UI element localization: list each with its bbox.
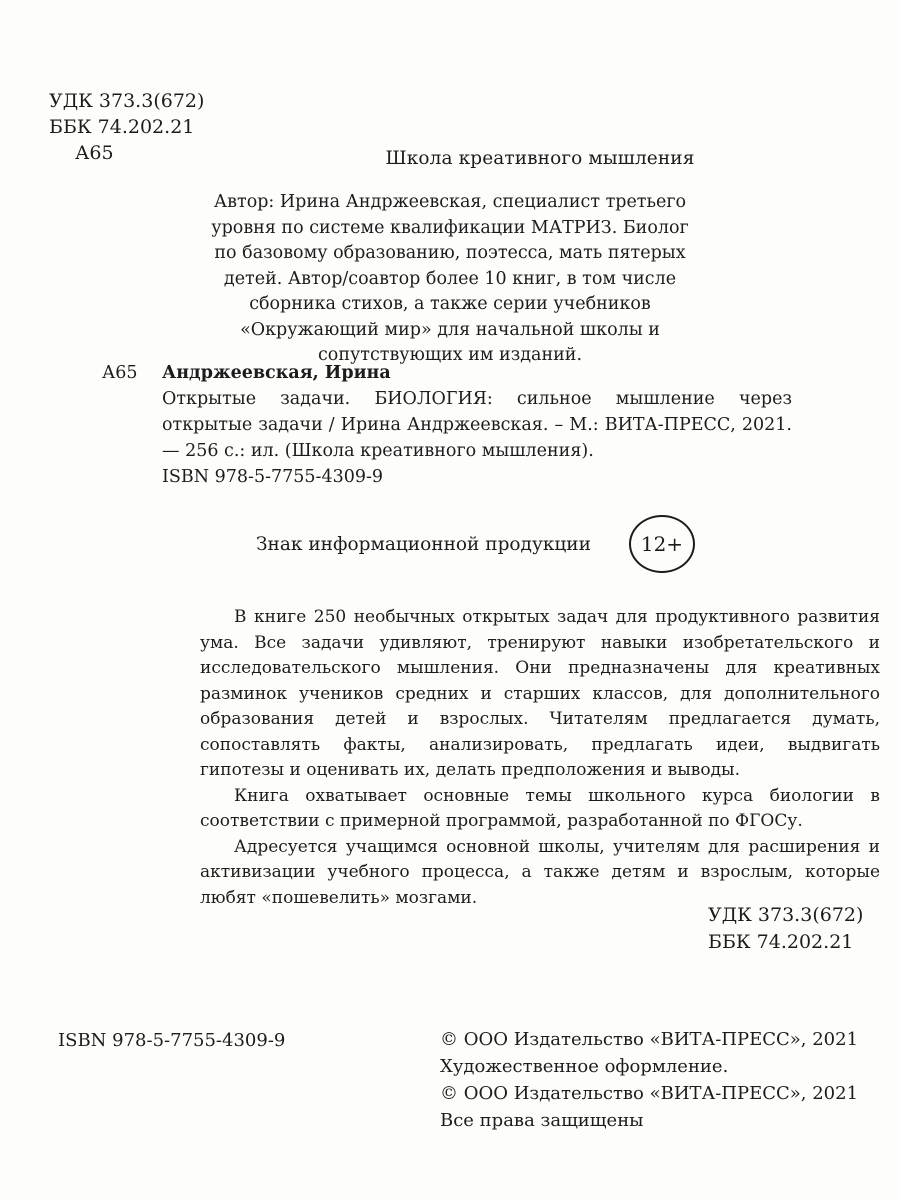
- entry-author-mark: А65: [102, 363, 138, 383]
- bibliographic-entry: [102, 360, 792, 490]
- isbn-bottom: ISBN 978-5-7755-4309-9: [58, 1030, 286, 1051]
- annotation-paragraph: В книге 250 необычных открытых задач для продуктивного развития ума. Все задачи удивляют, тренируют навыки изобретательского и исследовательского мышления. Они предназначены для креативных разминок учеников средних и старших классов, для дополнительного образования детей и взрослых. Читателям предлагается думать, сопоставлять факты, анализировать, предлагать идеи, выдвигать гипотезы и оценивать их, делать предположения и выводы.: [200, 607, 880, 780]
- annotation: [200, 605, 880, 911]
- entry-author: Андржеевская, Ирина: [162, 363, 391, 383]
- annotation-paragraph: Адресуется учащимся основной школы, учителям для расширения и активизации учебного процесса, а также детям и взрослым, которые любят «пошевелить» мозгами.: [200, 836, 880, 908]
- author-mark: А65: [75, 142, 114, 164]
- age-rating-row: [256, 516, 695, 572]
- entry-description: Открытые задачи. БИОЛОГИЯ: сильное мышление через открытые задачи / Ирина Андржеевская. – М.: ВИТА-ПРЕСС, 2021. — 256 с.: ил. (Школа креативного мышления).: [162, 389, 792, 461]
- entry-isbn: ISBN 978-5-7755-4309-9: [162, 467, 384, 487]
- author-about: Автор: Ирина Андржеевская, специалист третьего уровня по системе квалификации МАТРИЗ. Биолог по базовому образованию, поэтесса, мать пятерых детей. Автор/соавтор более 10 книг, в том числе сборника стихов, а также серии учебников «Окружающий мир» для начальной школы и сопутствующих им изданий.: [211, 192, 689, 365]
- udk-code-bottom: УДК 373.3(672): [708, 904, 864, 926]
- udk-code: УДК 373.3(672): [49, 90, 205, 112]
- top-classification-codes: [49, 88, 204, 166]
- copyright-line: © ООО Издательство «ВИТА-ПРЕСС», 2021: [440, 1029, 859, 1050]
- bbk-code-bottom: ББК 74.202.21: [708, 931, 854, 953]
- age-rating-value: 12+: [640, 532, 684, 556]
- bbk-code: ББК 74.202.21: [49, 116, 195, 138]
- copyright-line: Художественное оформление.: [440, 1056, 729, 1077]
- series-title: Школа креативного мышления: [385, 148, 695, 169]
- copyright-block: [440, 1026, 858, 1134]
- age-rating-badge: [629, 515, 695, 573]
- annotation-paragraph: Книга охватывает основные темы школьного курса биологии в соответствии с примерной программой, разработанной по ФГОСу.: [200, 785, 880, 831]
- bottom-classification-codes: [708, 902, 863, 956]
- copyright-line: Все права защищены: [440, 1110, 644, 1131]
- age-rating-label: Знак информационной продукции: [256, 533, 591, 555]
- copyright-line: © ООО Издательство «ВИТА-ПРЕСС», 2021: [440, 1083, 859, 1104]
